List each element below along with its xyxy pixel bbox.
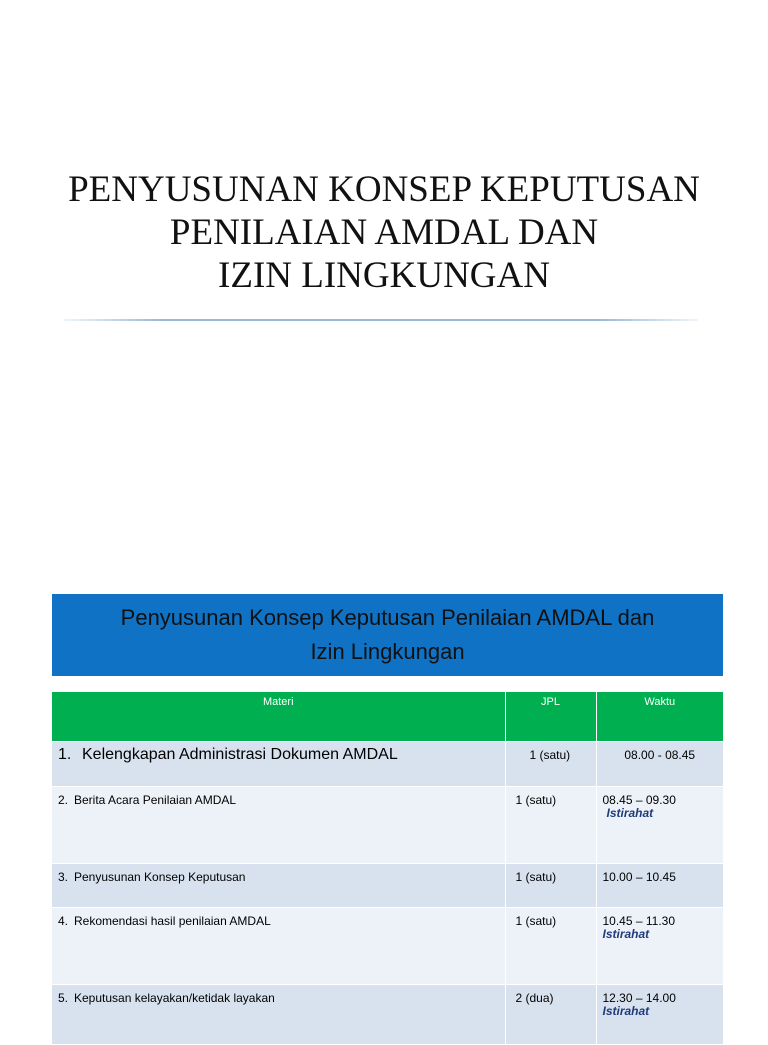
section-header	[52, 594, 723, 676]
title-divider	[64, 319, 698, 321]
row-number: 4.	[58, 914, 69, 928]
row-waktu-text: 12.30 – 14.00	[602, 991, 676, 1005]
row-jpl: 1 (satu)	[505, 864, 596, 908]
row-waktu	[596, 908, 723, 985]
row-waktu-text: 10.45 – 11.30	[602, 914, 676, 928]
row-waktu	[596, 787, 723, 864]
section-header-line-2: Izin Lingkungan	[310, 639, 465, 664]
row-jpl: 1 (satu)	[505, 908, 596, 985]
row-materi	[52, 787, 505, 864]
header-materi: Materi	[52, 692, 505, 742]
row-materi	[52, 864, 505, 908]
table-row	[52, 787, 723, 864]
row-materi	[52, 985, 505, 1045]
table-row	[52, 908, 723, 985]
row-number: 2.	[58, 793, 69, 807]
schedule-table	[52, 692, 723, 1045]
row-break-note: Istirahat	[602, 1004, 650, 1018]
title-line-1: PENYUSUNAN KONSEP KEPUTUSAN	[68, 169, 700, 210]
row-waktu	[596, 742, 723, 787]
row-jpl: 2 (dua)	[505, 985, 596, 1045]
table-row	[52, 864, 723, 908]
table-row	[52, 742, 723, 787]
row-waktu-text: 08.00 - 08.45	[624, 748, 696, 762]
row-waktu	[596, 864, 723, 908]
row-jpl: 1 (satu)	[505, 742, 596, 787]
table-header-row	[52, 692, 723, 742]
row-materi-text: Penyusunan Konsep Keputusan	[74, 870, 246, 884]
section-header-line-1: Penyusunan Konsep Keputusan Penilaian AMDAL dan	[120, 605, 655, 630]
row-waktu-text: 10.00 – 10.45	[602, 870, 676, 884]
row-break-note: Istirahat	[606, 806, 654, 820]
row-number: 3.	[58, 870, 69, 884]
row-materi	[52, 742, 505, 787]
row-materi-text: Kelengkapan Administrasi Dokumen AMDAL	[82, 746, 398, 763]
row-number: 5.	[58, 991, 69, 1005]
row-waktu	[596, 985, 723, 1045]
table-row	[52, 985, 723, 1045]
row-materi-text: Keputusan kelayakan/ketidak layakan	[74, 991, 275, 1005]
title-line-2: PENILAIAN AMDAL DAN	[169, 212, 599, 253]
slide-title	[0, 168, 768, 297]
row-materi	[52, 908, 505, 985]
header-waktu: Waktu	[596, 692, 723, 742]
row-waktu-text: 08.45 – 09.30	[602, 793, 676, 807]
row-jpl: 1 (satu)	[505, 787, 596, 864]
header-jpl: JPL	[505, 692, 596, 742]
row-break-note: Istirahat	[602, 927, 650, 941]
row-number: 1.	[58, 746, 72, 763]
row-materi-text: Berita Acara Penilaian AMDAL	[74, 793, 237, 807]
title-line-3: IZIN LINGKUNGAN	[218, 255, 550, 296]
row-materi-text: Rekomendasi hasil penilaian AMDAL	[74, 914, 271, 928]
